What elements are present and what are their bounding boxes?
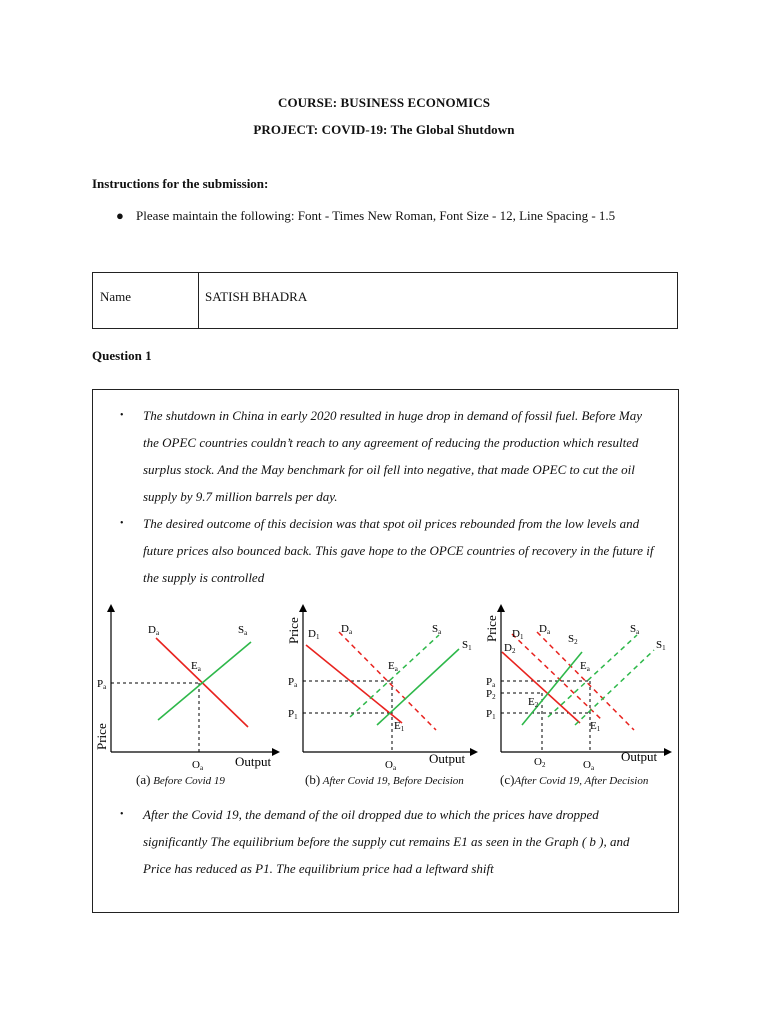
ea-label: Ea (388, 660, 398, 673)
y-axis-title: Price (484, 615, 499, 642)
p1-label: P1 (486, 708, 496, 721)
e1-label: E1 (590, 720, 601, 733)
d1-label: D1 (512, 628, 524, 641)
price-label: Pa (97, 678, 107, 691)
answer-paragraph (120, 402, 660, 510)
p2-label: P2 (486, 688, 496, 701)
graph-b-caption: (b) After Covid 19, Before Decision (305, 772, 464, 787)
question-heading: Question 1 (92, 348, 152, 363)
ea-label: Ea (580, 660, 590, 673)
graph-a-caption: (a) Before Covid 19 (136, 772, 225, 787)
y-axis-arrow-icon (299, 604, 307, 612)
sa-label: Sa (630, 623, 640, 636)
demand-label: Da (148, 624, 160, 637)
sa-label: Sa (432, 623, 442, 636)
paragraph-text: After the Covid 19, the demand of the oil dropped due to which the prices have dropped significantly The equilibrium before the supply cut remains E1 as seen in the Graph ( b ), and Price has reduced as P1. The equilibrium price had a leftward shift (143, 807, 630, 876)
supply-curve-dashed (350, 635, 439, 717)
da-label: Da (539, 623, 551, 636)
instruction-text: Please maintain the following: Font - Times New Roman, Font Size - 12, Line Spacing - 1.5 (136, 208, 616, 223)
graph-b-after-covid-before-decision (284, 602, 484, 772)
y-axis-title: Price (286, 617, 301, 644)
pa-label: Pa (486, 676, 496, 689)
oa-label: Oa (385, 759, 397, 772)
y-axis-arrow-icon (497, 604, 505, 612)
paragraph-text: The desired outcome of this decision was that spot oil prices rebounded from the low levels and future prices also bounced back. This gave hope to the OPCE countries of recovery in the future if the supply is controlled (143, 516, 654, 585)
answer-box (92, 389, 679, 913)
y-axis-arrow-icon (107, 604, 115, 612)
instruction-bullet (116, 203, 681, 228)
s1-label: S1 (656, 639, 666, 652)
e2-label: E2 (528, 696, 539, 709)
bullet-dot-icon: ● (116, 208, 124, 223)
name-value-cell: SATISH BHADRA (205, 289, 308, 304)
quantity-label: Oa (192, 759, 204, 772)
x-axis-arrow-icon (272, 748, 280, 756)
bullet-dot-icon: • (120, 809, 124, 820)
s2-label: S2 (568, 633, 578, 646)
y-axis-title: Price (94, 723, 109, 750)
demand-curve-shifted (306, 645, 402, 723)
oa-label: Oa (583, 759, 595, 772)
graph-a-before-covid (96, 602, 286, 772)
d2-label: D2 (504, 642, 516, 655)
da-label: Da (341, 623, 353, 636)
graph-c-caption: (c)After Covid 19, After Decision (500, 772, 649, 787)
answer-paragraph (120, 801, 660, 882)
answer-paragraph (120, 510, 660, 591)
name-label-cell: Name (93, 273, 199, 328)
bullet-dot-icon: • (120, 518, 124, 529)
x-axis-arrow-icon (470, 748, 478, 756)
p1-label: P1 (288, 708, 298, 721)
x-axis-title: Output (429, 751, 466, 766)
pa-label: Pa (288, 676, 298, 689)
supply-label: Sa (238, 624, 248, 637)
e1-label: E1 (394, 720, 405, 733)
instructions-heading: Instructions for the submission: (92, 176, 269, 191)
x-axis-title: Output (235, 754, 272, 769)
bullet-dot-icon: • (120, 410, 124, 421)
x-axis-arrow-icon (664, 748, 672, 756)
supply-s1-dashed (575, 650, 654, 725)
paragraph-text: The shutdown in China in early 2020 resulted in huge drop in demand of fossil fuel. Before May the OPEC countries couldn’t reach to any agreement of reducing the production which resulted surplus stock. And the May benchmark for oil fell into negative, that made OPEC to cut the oil supply by 9.7 million barrels per day. (143, 408, 643, 504)
equilibrium-label: Ea (191, 660, 201, 673)
course-title: COURSE: BUSINESS ECONOMICS (277, 95, 491, 110)
demand-d1-dashed (512, 634, 602, 720)
d1-label: D1 (308, 628, 320, 641)
graph-c-after-covid-after-decision (482, 602, 678, 772)
name-table (92, 272, 678, 329)
s1-label: S1 (462, 639, 472, 652)
project-title: PROJECT: COVID-19: The Global Shutdown (253, 122, 515, 137)
o2-label: O2 (534, 756, 546, 769)
x-axis-title: Output (621, 749, 658, 764)
